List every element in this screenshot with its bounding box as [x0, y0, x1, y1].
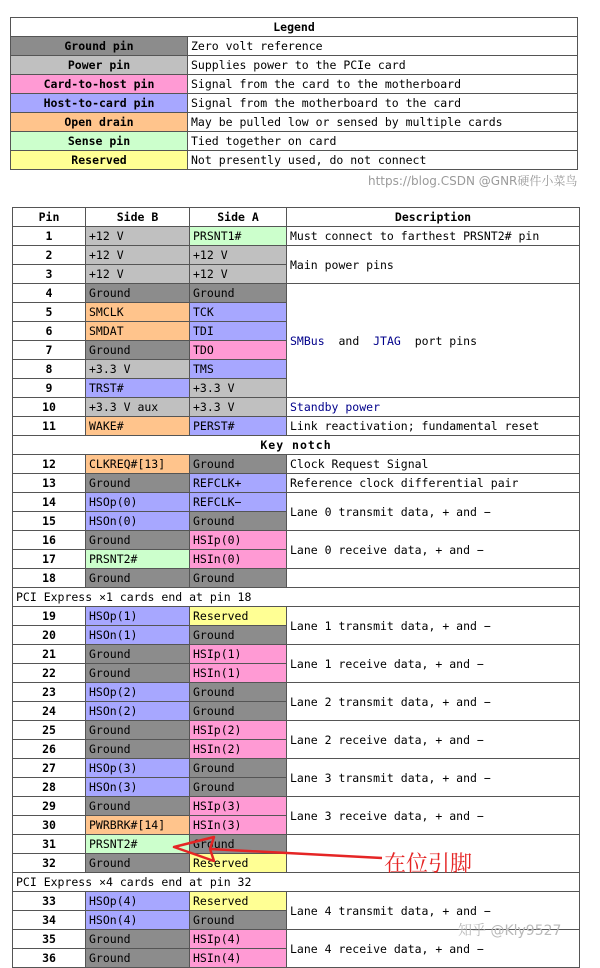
- description: Main power pins: [287, 246, 580, 284]
- description: Lane 1 transmit data, + and −: [287, 607, 580, 645]
- pin-number: 13: [13, 474, 86, 493]
- description: Standby power: [287, 398, 580, 417]
- pin-number: 33: [13, 892, 86, 911]
- header-side-b: Side B: [86, 208, 190, 227]
- legend-table: [10, 17, 578, 170]
- key-notch-row: Key notch: [13, 436, 580, 455]
- x1-end-row: PCI Express ×1 cards end at pin 18: [13, 588, 580, 607]
- side-b-cell: Ground: [86, 740, 190, 759]
- side-b-cell: HSOn(0): [86, 512, 190, 531]
- side-a-cell: PERST#: [190, 417, 287, 436]
- pin-number: 6: [13, 322, 86, 341]
- pin-number: 15: [13, 512, 86, 531]
- side-a-cell: TDO: [190, 341, 287, 360]
- pin-number: 17: [13, 550, 86, 569]
- pin-number: 16: [13, 531, 86, 550]
- side-a-cell: HSIp(4): [190, 930, 287, 949]
- side-a-cell: Reserved: [190, 892, 287, 911]
- pin-number: 20: [13, 626, 86, 645]
- pin-number: 27: [13, 759, 86, 778]
- side-a-cell: Ground: [190, 455, 287, 474]
- pin-number: 18: [13, 569, 86, 588]
- side-a-cell: REFCLK+: [190, 474, 287, 493]
- pin-number: 25: [13, 721, 86, 740]
- side-b-cell: WAKE#: [86, 417, 190, 436]
- side-a-cell: Ground: [190, 702, 287, 721]
- side-b-cell: SMDAT: [86, 322, 190, 341]
- pin-number: 29: [13, 797, 86, 816]
- annotation-label: 在位引脚: [384, 852, 473, 877]
- side-a-cell: HSIp(3): [190, 797, 287, 816]
- side-a-cell: Ground: [190, 284, 287, 303]
- header-pin: Pin: [13, 208, 86, 227]
- side-b-cell: PWRBRK#[14]: [86, 816, 190, 835]
- pin-number: 21: [13, 645, 86, 664]
- pin-number: 24: [13, 702, 86, 721]
- side-b-cell: Ground: [86, 930, 190, 949]
- pin-number: 10: [13, 398, 86, 417]
- side-a-cell: Reserved: [190, 854, 287, 873]
- pin-number: 30: [13, 816, 86, 835]
- description: Lane 3 transmit data, + and −: [287, 759, 580, 797]
- side-a-cell: +3.3 V: [190, 398, 287, 417]
- legend-desc: Signal from the card to the motherboard: [188, 75, 578, 94]
- side-b-cell: Ground: [86, 664, 190, 683]
- side-a-cell: Ground: [190, 835, 287, 854]
- side-b-cell: +3.3 V: [86, 360, 190, 379]
- legend-name: Open drain: [11, 113, 188, 132]
- port-pins-text: port pins: [414, 333, 477, 348]
- side-b-cell: Ground: [86, 474, 190, 493]
- description: Lane 3 receive data, + and −: [287, 797, 580, 835]
- side-b-cell: Ground: [86, 284, 190, 303]
- side-b-cell: Ground: [86, 569, 190, 588]
- pin-number: 22: [13, 664, 86, 683]
- pin-number: 5: [13, 303, 86, 322]
- side-a-cell: +12 V: [190, 246, 287, 265]
- legend-name: Power pin: [11, 56, 188, 75]
- pin-number: 23: [13, 683, 86, 702]
- header-description: Description: [287, 208, 580, 227]
- pin-number: 19: [13, 607, 86, 626]
- side-a-cell: Reserved: [190, 607, 287, 626]
- pin-number: 3: [13, 265, 86, 284]
- legend-desc: Not presently used, do not connect: [188, 151, 578, 170]
- side-b-cell: +3.3 V aux: [86, 398, 190, 417]
- side-b-cell: +12 V: [86, 227, 190, 246]
- side-a-cell: HSIn(2): [190, 740, 287, 759]
- legend-desc: May be pulled low or sensed by multiple cards: [188, 113, 578, 132]
- side-a-cell: TMS: [190, 360, 287, 379]
- pin-number: 9: [13, 379, 86, 398]
- pin-number: 1: [13, 227, 86, 246]
- red-arrow-icon: [170, 830, 390, 870]
- pin-number: 35: [13, 930, 86, 949]
- side-a-cell: TDI: [190, 322, 287, 341]
- side-a-cell: HSIn(1): [190, 664, 287, 683]
- side-b-cell: HSOn(2): [86, 702, 190, 721]
- watermark-csdn: https://blog.CSDN @GNR硬件小菜鸟: [368, 174, 578, 188]
- side-a-cell: Ground: [190, 778, 287, 797]
- side-b-cell: +12 V: [86, 265, 190, 284]
- legend-title: Legend: [11, 18, 578, 37]
- pin-number: 8: [13, 360, 86, 379]
- jtag-text: JTAG: [373, 333, 401, 348]
- side-b-cell: PRSNT2#: [86, 550, 190, 569]
- pin-number: 28: [13, 778, 86, 797]
- description: Lane 0 transmit data, + and −: [287, 493, 580, 531]
- side-a-cell: HSIn(3): [190, 816, 287, 835]
- side-b-cell: HSOn(1): [86, 626, 190, 645]
- legend-desc: Tied together on card: [188, 132, 578, 151]
- description-smbus-jtag: [287, 284, 580, 398]
- side-b-cell: HSOp(1): [86, 607, 190, 626]
- description: Lane 4 receive data, + and −: [287, 930, 580, 968]
- pin-number: 32: [13, 854, 86, 873]
- smbus-text: SMBus: [290, 333, 325, 348]
- side-a-cell: Ground: [190, 683, 287, 702]
- legend-name: Host-to-card pin: [11, 94, 188, 113]
- side-a-cell: PRSNT1#: [190, 227, 287, 246]
- side-a-cell: HSIp(2): [190, 721, 287, 740]
- pin-number: 4: [13, 284, 86, 303]
- side-a-cell: HSIp(0): [190, 531, 287, 550]
- legend-name: Reserved: [11, 151, 188, 170]
- side-b-cell: CLKREQ#[13]: [86, 455, 190, 474]
- description: Clock Request Signal: [287, 455, 580, 474]
- pin-number: 31: [13, 835, 86, 854]
- side-a-cell: +3.3 V: [190, 379, 287, 398]
- legend-name: Ground pin: [11, 37, 188, 56]
- side-b-cell: +12 V: [86, 246, 190, 265]
- description-empty: [287, 569, 580, 588]
- description: Lane 2 receive data, + and −: [287, 721, 580, 759]
- side-b-cell: Ground: [86, 949, 190, 968]
- side-b-cell: PRSNT2#: [86, 835, 190, 854]
- description: Lane 1 receive data, + and −: [287, 645, 580, 683]
- side-b-cell: HSOp(0): [86, 493, 190, 512]
- description: Lane 0 receive data, + and −: [287, 531, 580, 569]
- side-b-cell: TRST#: [86, 379, 190, 398]
- side-b-cell: Ground: [86, 645, 190, 664]
- and-text: and: [338, 333, 360, 348]
- pin-number: 7: [13, 341, 86, 360]
- side-a-cell: HSIn(0): [190, 550, 287, 569]
- side-b-cell: HSOp(2): [86, 683, 190, 702]
- side-a-cell: +12 V: [190, 265, 287, 284]
- watermark-zhihu: 知乎 @Kly9527: [458, 923, 562, 939]
- side-b-cell: HSOp(3): [86, 759, 190, 778]
- side-a-cell: Ground: [190, 759, 287, 778]
- side-a-cell: Ground: [190, 512, 287, 531]
- description: Reference clock differential pair: [287, 474, 580, 493]
- side-b-cell: HSOp(4): [86, 892, 190, 911]
- side-a-cell: Ground: [190, 626, 287, 645]
- side-b-cell: HSOn(4): [86, 911, 190, 930]
- legend-name: Card-to-host pin: [11, 75, 188, 94]
- side-b-cell: Ground: [86, 797, 190, 816]
- description: Lane 4 transmit data, + and −: [287, 892, 580, 930]
- pin-number: 2: [13, 246, 86, 265]
- description: Must connect to farthest PRSNT2# pin: [287, 227, 580, 246]
- side-a-cell: HSIp(1): [190, 645, 287, 664]
- side-a-cell: Ground: [190, 569, 287, 588]
- pin-number: 36: [13, 949, 86, 968]
- side-a-cell: HSIn(4): [190, 949, 287, 968]
- header-side-a: Side A: [190, 208, 287, 227]
- side-a-cell: TCK: [190, 303, 287, 322]
- pin-number: 34: [13, 911, 86, 930]
- pin-number: 11: [13, 417, 86, 436]
- legend-desc: Signal from the motherboard to the card: [188, 94, 578, 113]
- x4-end-row: PCI Express ×4 cards end at pin 32: [13, 873, 580, 892]
- side-b-cell: Ground: [86, 854, 190, 873]
- side-b-cell: Ground: [86, 721, 190, 740]
- side-a-cell: REFCLK−: [190, 493, 287, 512]
- description: Lane 2 transmit data, + and −: [287, 683, 580, 721]
- side-b-cell: Ground: [86, 531, 190, 550]
- legend-desc: Zero volt reference: [188, 37, 578, 56]
- side-a-cell: Ground: [190, 911, 287, 930]
- side-b-cell: HSOn(3): [86, 778, 190, 797]
- legend-name: Sense pin: [11, 132, 188, 151]
- description: Link reactivation; fundamental reset: [287, 417, 580, 436]
- pin-number: 12: [13, 455, 86, 474]
- pin-number: 26: [13, 740, 86, 759]
- side-b-cell: Ground: [86, 341, 190, 360]
- legend-desc: Supplies power to the PCIe card: [188, 56, 578, 75]
- pin-number: 14: [13, 493, 86, 512]
- side-b-cell: SMCLK: [86, 303, 190, 322]
